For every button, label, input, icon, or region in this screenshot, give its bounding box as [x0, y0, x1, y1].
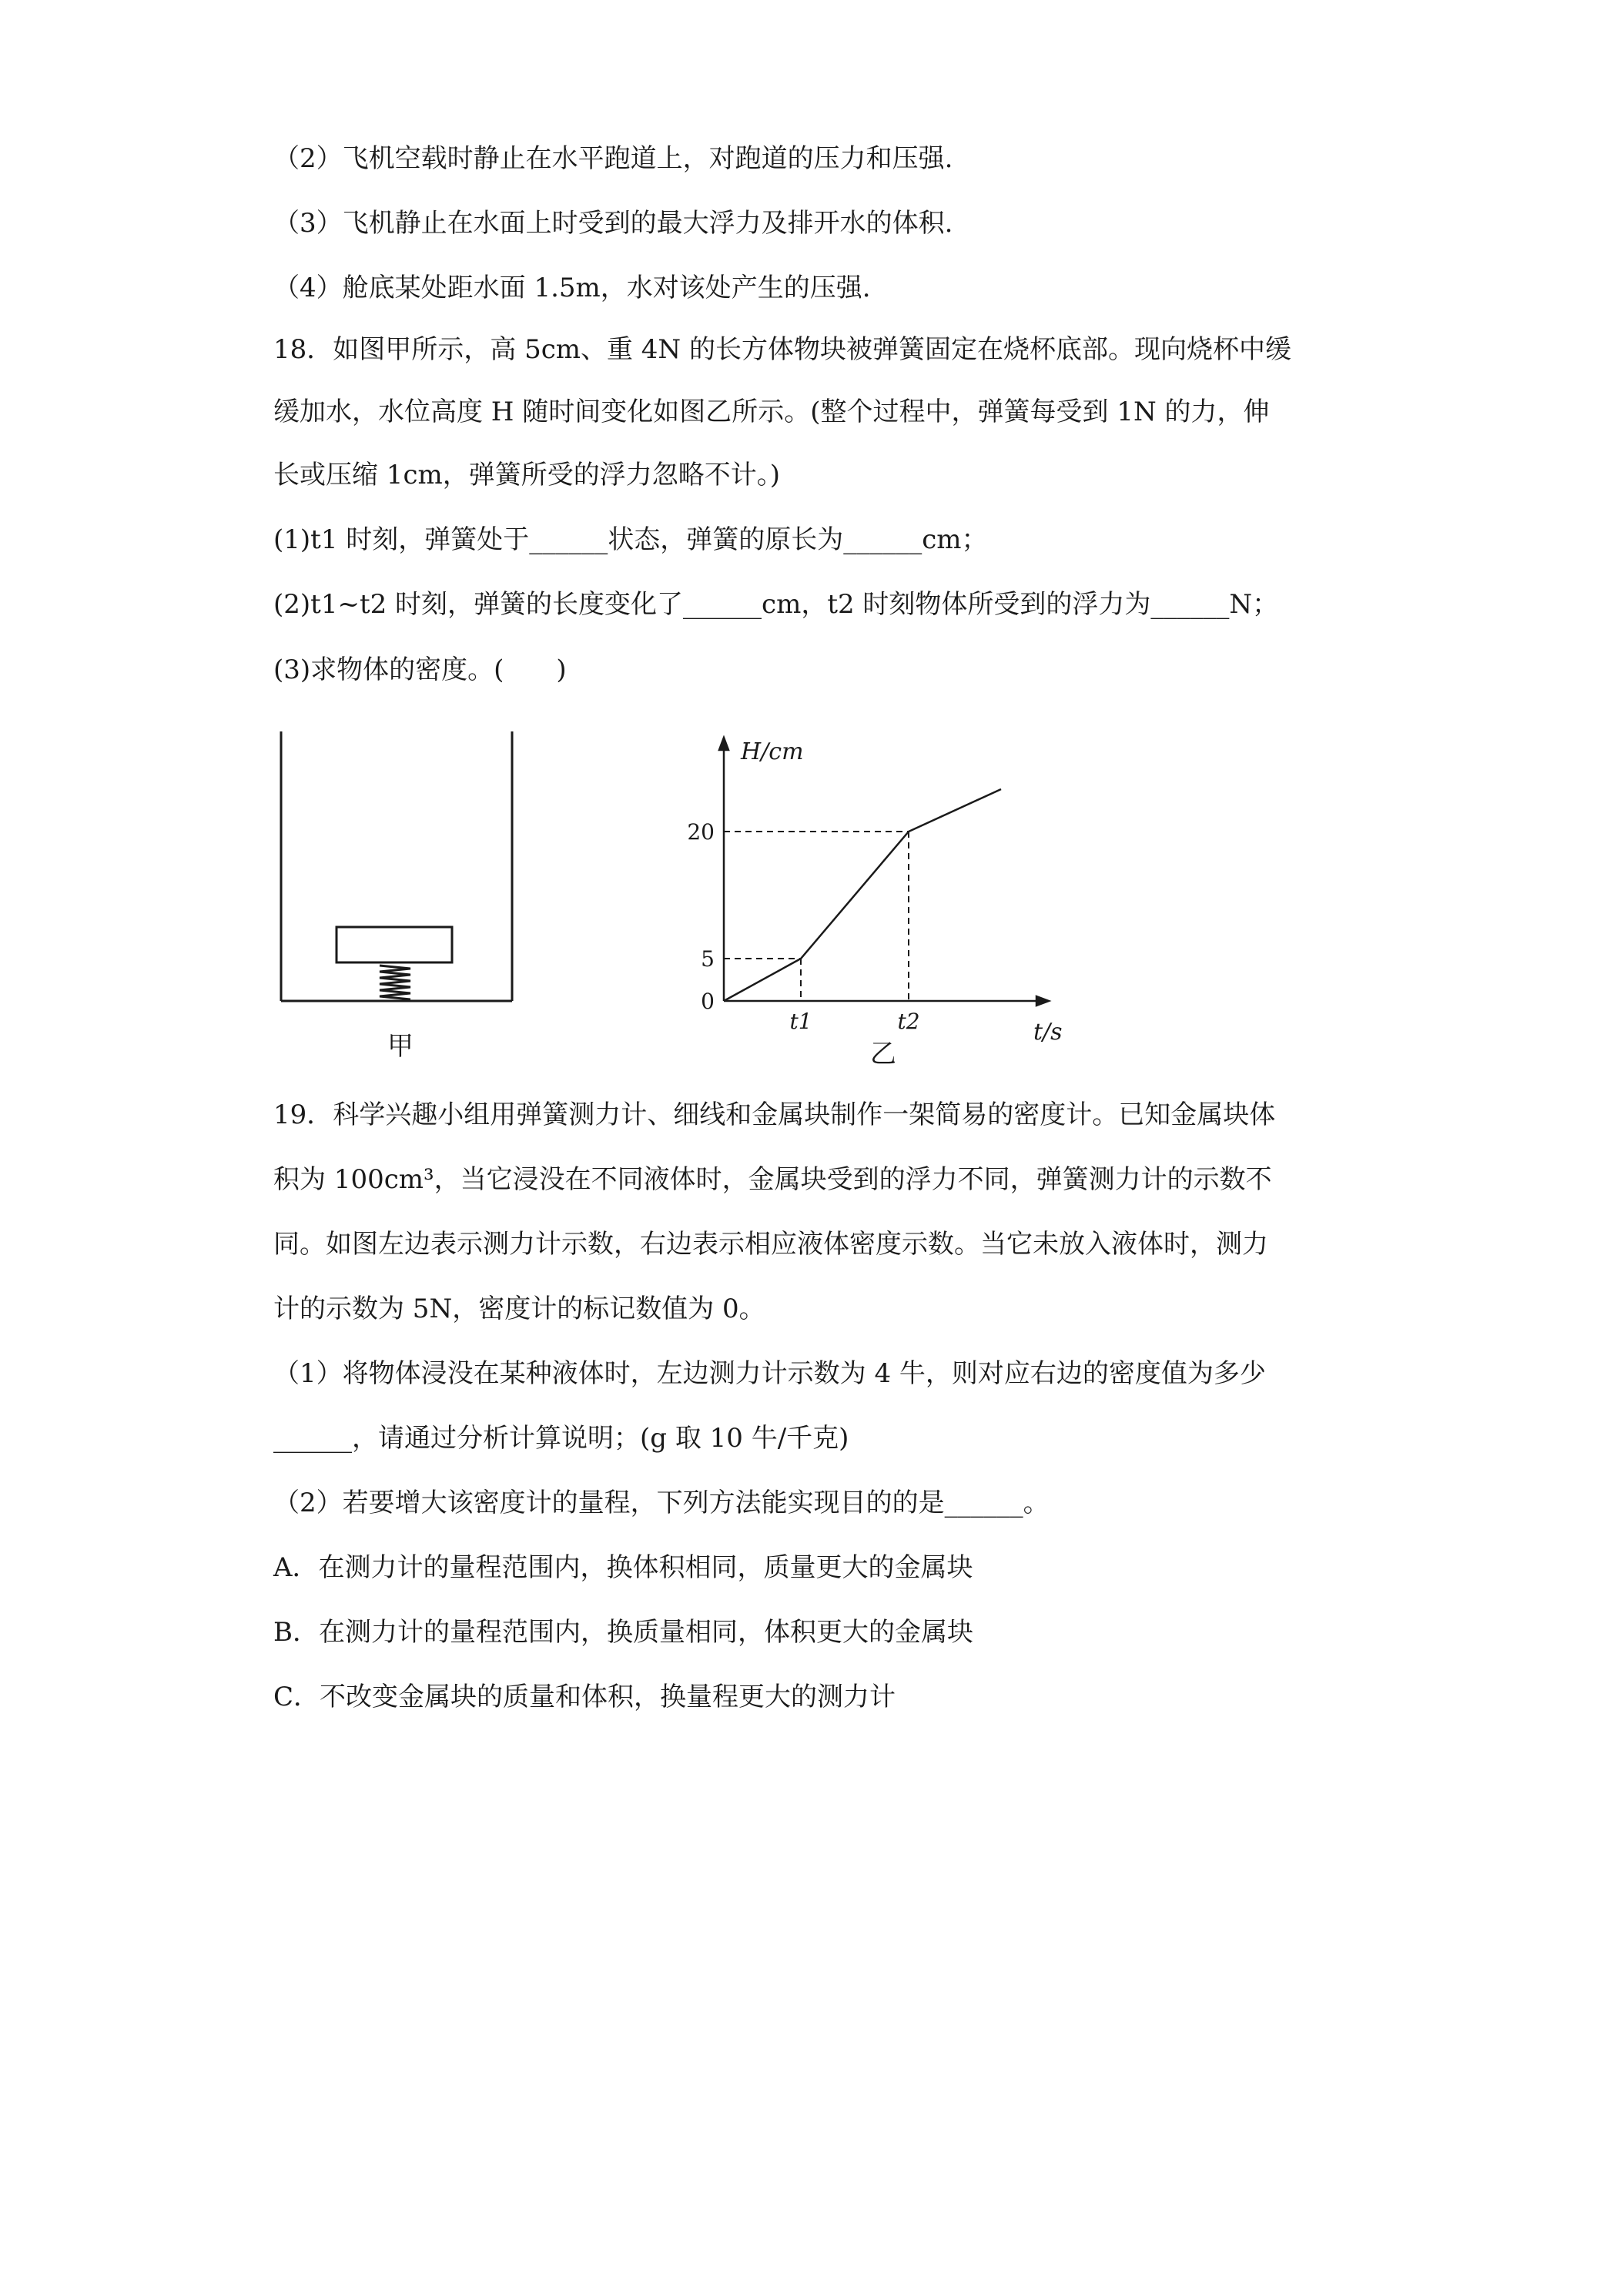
figure-beaker — [273, 724, 520, 1066]
question-19-sub-1: （1）将物体浸没在某种液体时，左边测力计示数为 4 牛，则对应右边的密度值为多少 — [273, 1358, 1266, 1389]
figure-chart — [678, 731, 1078, 1073]
question-18-sub-2: (2)t1~t2 时刻，弹簧的长度变化了______cm，t2 时刻物体所受到的浮力为______N； — [273, 589, 1279, 620]
question-18-line: 长或压缩 1cm，弹簧所受的浮力忽略不计。) — [273, 460, 780, 490]
text-line: （4）舱底某处距水面 1.5m，水对该处产生的压强. — [273, 273, 871, 303]
chart-axes — [719, 738, 1049, 1006]
x-axis-arrow — [1036, 996, 1049, 1006]
series-line — [724, 789, 1001, 1001]
text-line: （2）飞机空载时静止在水平跑道上，对跑道的压力和压强. — [273, 143, 953, 174]
y-tick-label: 5 — [701, 946, 715, 972]
chart-caption: 乙 — [870, 1039, 896, 1069]
question-19-line: 积为 100cm³，当它浸没在不同液体时，金属块受到的浮力不同，弹簧测力计的示数不 — [273, 1164, 1272, 1195]
y-axis-label: H/cm — [741, 738, 804, 765]
question-18-line: 18．如图甲所示，高 5cm、重 4N 的长方体物块被弹簧固定在烧杯底部。现向烧杯中缓 — [273, 334, 1291, 365]
question-19-sub-1-cont: ______，请通过分析计算说明；(g 取 10 牛/千克) — [273, 1423, 849, 1454]
option-c: C．不改变金属块的质量和体积，换量程更大的测力计 — [273, 1682, 896, 1712]
x-tick-label: t1 — [789, 1009, 812, 1034]
question-18-line: 缓加水，水位高度 H 随时间变化如图乙所示。(整个过程中，弹簧每受到 1N 的力，伸 — [273, 397, 1270, 427]
question-18-sub-3: (3)求物体的密度。( ) — [273, 654, 567, 685]
y-tick-label: 0 — [701, 989, 715, 1014]
question-19-line: 同。如图左边表示测力计示数，右边表示相应液体密度示数。当它未放入液体时，测力 — [273, 1229, 1268, 1260]
block — [337, 927, 452, 962]
option-a: A．在测力计的量程范围内，换体积相同，质量更大的金属块 — [273, 1552, 973, 1583]
text-line: （3）飞机静止在水面上时受到的最大浮力及排开水的体积. — [273, 208, 953, 239]
x-tick-label: t2 — [897, 1009, 920, 1034]
question-18-sub-1: (1)t1 时刻，弹簧处于______状态，弹簧的原长为______cm； — [273, 524, 988, 555]
x-axis-label: t/s — [1033, 1019, 1063, 1046]
question-19-line: 19．科学兴趣小组用弹簧测力计、细线和金属块制作一架简易的密度计。已知金属块体 — [273, 1099, 1276, 1130]
y-tick-label: 20 — [687, 819, 715, 845]
y-axis-arrow — [719, 738, 728, 750]
question-19-line: 计的示数为 5N，密度计的标记数值为 0。 — [273, 1294, 765, 1324]
figure-left-caption: 甲 — [387, 1031, 414, 1062]
option-b: B．在测力计的量程范围内，换质量相同，体积更大的金属块 — [273, 1617, 973, 1648]
spring — [380, 966, 410, 999]
question-19-sub-2: （2）若要增大该密度计的量程，下列方法能实现目的的是______。 — [273, 1488, 1050, 1518]
